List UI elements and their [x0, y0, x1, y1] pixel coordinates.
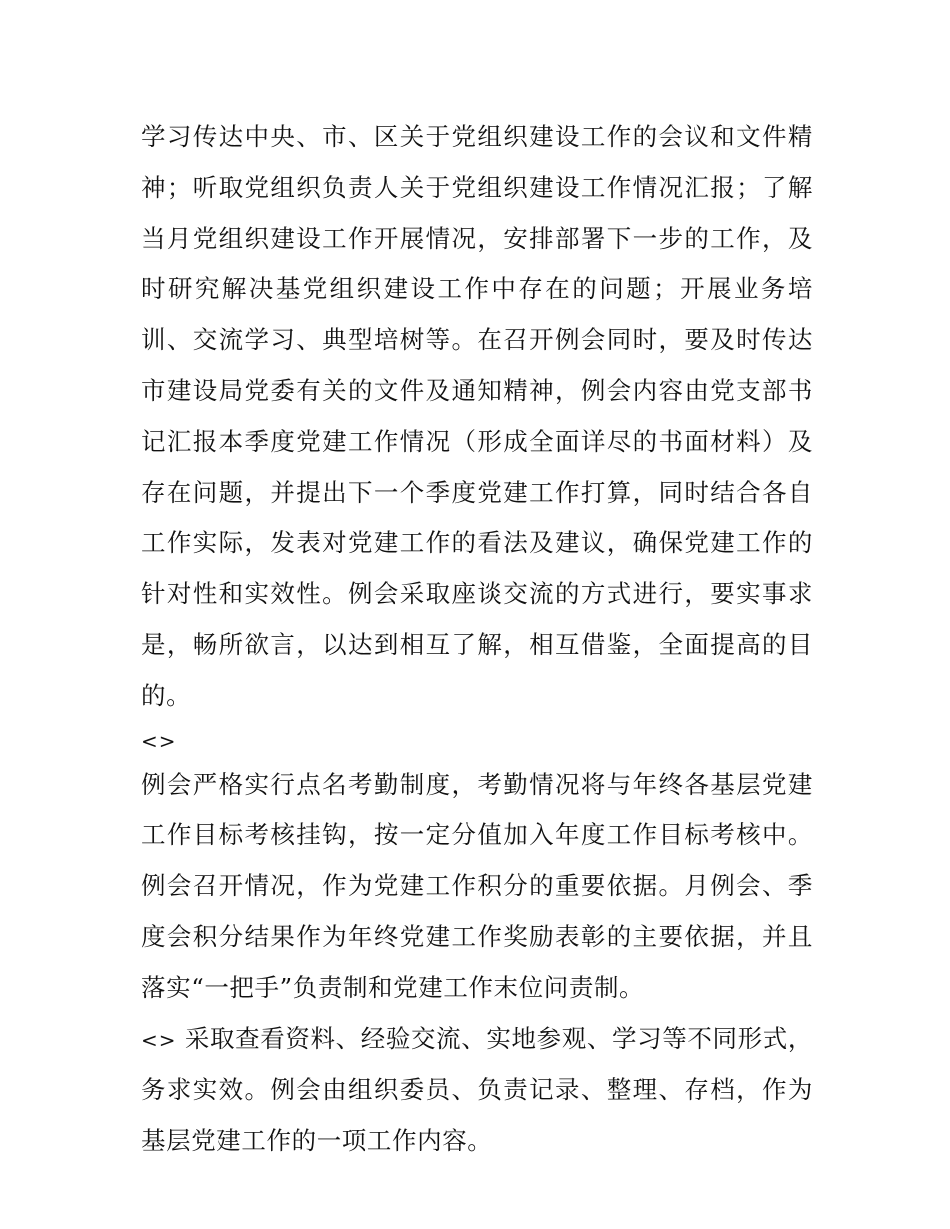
paragraph-methods	[141, 1014, 813, 1167]
paragraph-attendance: 例会严格实行点名考勤制度，考勤情况将与年终各基层党建工作目标考核挂钩，按一定分值加入年度工作目标考核中。例会召开情况，作为党建工作积分的重要依据。月例会、季度会积分结果作为年终党建工作奖励表彰的主要依据，并且落实“一把手”负责制和党建工作末位问责制。	[141, 769, 813, 1002]
inline-section-marker: <>	[141, 1027, 177, 1052]
paragraph-meeting-content: 学习传达中央、市、区关于党组织建设工作的会议和文件精神；听取党组织负责人关于党组织建设工作情况汇报；了解当月党组织建设工作开展情况，安排部署下一步的工作，及时研究解决基党组织建设工作中存在的问题；开展业务培训、交流学习、典型培树等。在召开例会同时，要及时传达市建设局党委有关的文件及通知精神，例会内容由党支部书记汇报本季度党建工作情况（形成全面详尽的书面材料）及存在问题，并提出下一个季度党建工作打算，同时结合各自工作实际，发表对党建工作的看法及建议，确保党建工作的针对性和实效性。例会采取座谈交流的方式进行，要实事求是，畅所欲言，以达到相互了解，相互借鉴，全面提高的目的。	[141, 122, 813, 710]
paragraph-methods-text: 采取查看资料、经验交流、实地参观、学习等不同形式，务求实效。例会由组织委员、负责记录、整理、存档，作为基层党建工作的一项工作内容。	[141, 1023, 813, 1156]
document-body	[141, 112, 813, 1167]
section-marker: <>	[141, 728, 177, 753]
